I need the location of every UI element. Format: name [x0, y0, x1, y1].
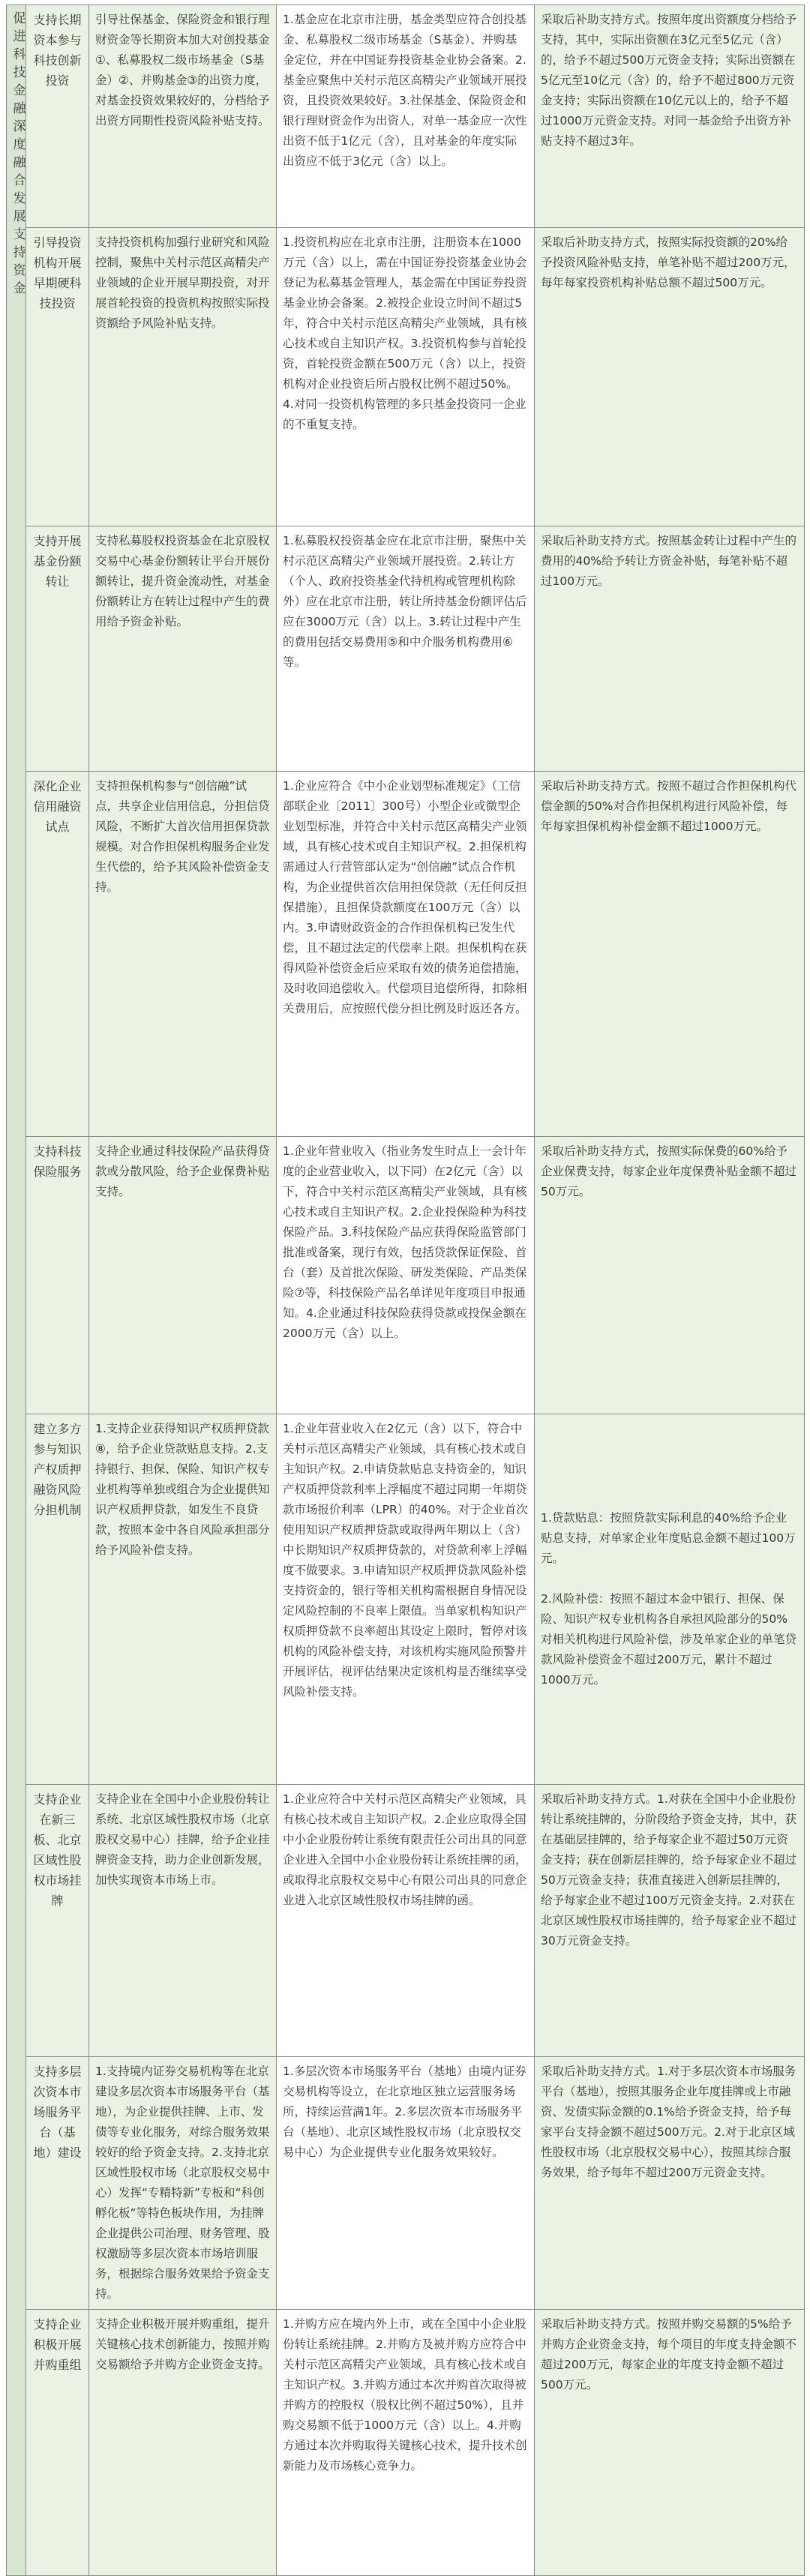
policy-conditions: 1.企业年营业收入（指业务发生时点上一会计年度的企业营业收入，以下同）在2亿元（含）以下，符合中关村示范区高精尖产业领域，具有核心技术或自主知识产权。2.企业投保险种为科技保险产品。3.科技保险产品应获得保险监管部门批准或备案，现行有效，包括贷款保证保险、首台（套）及首批次保险、研发类保险、产品类保险⑦等，科技保险产品名单详见年度项目申报通知。4.企业通过科技保险获得贷款或投保金额在2000万元（含）以上。 [277, 1137, 535, 1414]
table-row [7, 1137, 805, 1414]
method-loan-subsidy: 1.贷款贴息：按照贷款实际利息的40%给予企业贴息支持，对单家企业年度贴息金额不超过100万元。 [541, 1511, 796, 1565]
table-row [7, 772, 805, 1137]
policy-content: 支持企业通过科技保险产品获得贷款或分散风险，给予企业保费补贴支持。 [89, 1137, 277, 1414]
table-row [7, 526, 805, 772]
policy-name: 支持长期资本参与科技创新投资 [26, 5, 89, 228]
table-row [7, 1414, 805, 1785]
policy-content: 支持投资机构加强行业研究和风险控制，聚焦中关村示范区高精尖产业领域的企业开展早期投资，对开展首轮投资的投资机构按照实际投资额给予风险补贴支持。 [89, 228, 277, 526]
policy-support-method: 采取后补助支持方式，按照实际保费的60%给予企业保费支持，每家企业年度保费补贴金额不超过50万元。 [535, 1137, 805, 1414]
policy-support-method: 采取后补助支持方式。按照基金转让过程中产生的费用的40%给予转让方资金补贴，每笔补贴不超过100万元。 [535, 526, 805, 772]
policy-conditions: 1.多层次资本市场服务平台（基地）由境内证券交易机构等设立，在北京地区独立运营服务场所，持续运营满1年。2.多层次资本市场服务平台（基地）、北京区域性股权市场（北京股权交易中心）为企业提供专业化服务效果较好。 [277, 2057, 535, 2310]
policy-conditions: 1.企业年营业收入在2亿元（含）以下，符合中关村示范区高精尖产业领域，具有核心技术或自主知识产权。2.申请贷款贴息支持资金的，知识产权质押贷款利率上浮幅度不超过同期一年期贷款市场报价利率（LPR）的40%。对于企业首次使用知识产权质押贷款或取得两年期以上（含）中长期知识产权质押贷款的，对贷款利率上浮幅度不做要求。3.申请知识产权质押贷款风险补偿支持资金的，银行等相关机构需根据自身情况设定风险控制的不良率上限值。当单家机构知识产权质押贷款不良率超出其设定上限时，暂停对该机构的风险补偿支持，对该机构实施风险预警并开展评估，视评估结果决定该机构是否继续享受风险补偿支持。 [277, 1414, 535, 1785]
policy-support-method [535, 1414, 805, 1785]
policy-support-method: 采取后补助支持方式。按照并购交易额的5%给予并购方企业资金支持，每个项目的年度支持金额不超过200万元，每家企业的年度支持金额不超过500万元。 [535, 2310, 805, 2576]
table-row [7, 2310, 805, 2576]
policy-content: 支持担保机构参与“创信融”试点，共享企业信用信息，分担信贷风险，不断扩大首次信用担保贷款规模。对合作担保机构服务企业发生代偿的，给予其风险补偿资金支持。 [89, 772, 277, 1137]
policy-name: 支持多层次资本市场服务平台（基地）建设 [26, 2057, 89, 2310]
policy-name: 支持企业在新三板、北京区域性股权市场挂牌 [26, 1785, 89, 2057]
policy-name: 深化企业信用融资试点 [26, 772, 89, 1137]
policy-name: 支持开展基金份额转让 [26, 526, 89, 772]
policy-support-method: 采取后补助支持方式。按照不超过合作担保机构代偿金额的50%对合作担保机构进行风险补偿，每年每家担保机构补偿金额不超过1000万元。 [535, 772, 805, 1137]
policy-support-method: 采取后补助支持方式。按照年度出资额度分档给予支持，其中，实际出资额在3亿元至5亿元（含）的，给予不超过500万元资金支持；实际出资额在5亿元至10亿元（含）的，给予不超过800万元资金支持；实际出资额在10亿元以上的，给予不超过1000万元资金支持。对同一基金给予出资方补贴支持不超过3年。 [535, 5, 805, 228]
policy-content: 支持企业积极开展并购重组，提升关键核心技术创新能力，按照并购交易额给予并购方企业资金支持。 [89, 2310, 277, 2576]
spacer [541, 1569, 798, 1589]
table-row [7, 1785, 805, 2057]
category-cell: 促进科技金融深度融合发展支持资金 [7, 5, 26, 2576]
policy-name: 建立多方参与知识产权质押融资风险分担机制 [26, 1414, 89, 1785]
policy-support-method: 采取后补助支持方式。1.对于多层次资本市场服务平台（基地），按照其服务企业年度挂牌或上市融资、发债实际金额的0.1%给予资金支持，给予每家平台支持金额不超过500万元。2.对于北京区域性股权市场（北京股权交易中心），按照其综合服务效果，给予每年不超过200万元资金支持。 [535, 2057, 805, 2310]
policy-content: 1.支持境内证券交易机构等在北京建设多层次资本市场服务平台（基地），为企业提供挂牌、上市、发债等专业化服务，对综合服务效果较好的给予资金支持。2.支持北京区域性股权市场（北京股权交易中心）发挥“专精特新”专板和“科创孵化板”等特色板块作用，为挂牌企业提供公司治理、财务管理、股权激励等多层次资本市场培训服务，根据综合服务效果给予资金支持。 [89, 2057, 277, 2310]
policy-name: 支持企业积极开展并购重组 [26, 2310, 89, 2576]
policy-content: 1.支持企业获得知识产权质押贷款⑧，给予企业贷款贴息支持。2.支持银行、担保、保险、知识产权专业机构等单独或组合为企业提供知识产权质押贷款，如发生不良贷款，按照本金中各自风险承担部分给予风险补偿支持。 [89, 1414, 277, 1785]
policy-name: 支持科技保险服务 [26, 1137, 89, 1414]
policy-conditions: 1.企业应符合《中小企业划型标准规定》（工信部联企业〔2011〕300号）小型企业或微型企业划型标准，并符合中关村示范区高精尖产业领域，具有核心技术或自主知识产权。2.担保机构需通过人行营管部认定为“创信融”试点合作机构，为企业提供首次信用担保贷款（无任何反担保措施），且担保贷款额度在100万元（含）以内。3.申请财政资金的合作担保机构已发生代偿，且不超过法定的代偿率上限。担保机构在获得风险补偿资金后应采取有效的债务追偿措施，及时收回追偿收入。代偿项目追偿所得，扣除相关费用后，应按照代偿分担比例及时返还各方。 [277, 772, 535, 1137]
policy-conditions: 1.基金应在北京市注册，基金类型应符合创投基金、私募股权二级市场基金（S基金）、并购基金定位，并在中国证券投资基金业协会备案。2.基金应聚焦中关村示范区高精尖产业领域开展投资，且投资效果较好。3.社保基金、保险资金和银行理财资金作为出资人，对单一基金应一次性出资不低于1亿元（含），且对基金的年度实际出资应不低于3亿元（含）以上。 [277, 5, 535, 228]
policy-conditions: 1.投资机构应在北京市注册，注册资本在1000万元（含）以上，需在中国证券投资基金业协会登记为私募基金管理人，基金需在中国证券投资基金业协会备案。2.被投企业设立时间不超过5年，符合中关村示范区高精尖产业领域，具有核心技术或自主知识产权。3.投资机构参与首轮投资，首轮投资金额在500万元（含）以上，投资机构对企业投资后所占股权比例不超过50%。4.对同一投资机构管理的多只基金投资同一企业的不重复支持。 [277, 228, 535, 526]
policy-support-method: 采取后补助支持方式，按照实际投资额的20%给予投资风险补贴支持，单笔补贴不超过200万元，每年每家投资机构补贴总额不超过500万元。 [535, 228, 805, 526]
policy-content: 支持私募股权投资基金在北京股权交易中心基金份额转让平台开展份额转让，提升资金流动性，对基金份额转让方在转让过程中产生的费用给予资金补贴。 [89, 526, 277, 772]
policy-content: 支持企业在全国中小企业股份转让系统、北京区域性股权市场（北京股权交易中心）挂牌，给予企业挂牌资金支持，助力企业创新发展，加快实现资本市场上市。 [89, 1785, 277, 2057]
policy-support-method: 采取后补助支持方式。1.对获在全国中小企业股份转让系统挂牌的，分阶段给予资金支持，其中，获在基础层挂牌的，给予每家企业不超过50万元资金支持；获在创新层挂牌的，给予每家企业不超过50万元资金支持；获准直接进入创新层挂牌的，给予每家企业不超过100万元资金支持。2.对获在北京区域性股权市场挂牌的，给予每家企业不超过30万元资金支持。 [535, 1785, 805, 2057]
table-row [7, 228, 805, 526]
policy-content: 引导社保基金、保险资金和银行理财资金等长期资本加大对创投基金①、私募股权二级市场基金（S基金）②、并购基金③的出资力度，对基金投资效果较好的，分档给予出资方同期性投资风险补贴支持。 [89, 5, 277, 228]
table-row [7, 2057, 805, 2310]
policy-conditions: 1.并购方应在境内外上市，或在全国中小企业股份转让系统挂牌。2.并购方及被并购方应符合中关村示范区高精尖产业领域，具有核心技术或自主知识产权。3.并购方通过本次并购首次取得被并购方的控股权（股权比例不超过50%），且并购交易额不低于1000万元（含）以上。4.并购方通过本次并购取得关键核心技术，提升技术创新能力及市场核心竞争力。 [277, 2310, 535, 2576]
policy-name: 引导投资机构开展早期硬科技投资 [26, 228, 89, 526]
policy-conditions: 1.私募股权投资基金应在北京市注册，聚焦中关村示范区高精尖产业领域开展投资。2.转让方（个人、政府投资基金代持机构或管理机构除外）应在北京市注册，转让所持基金份额评估后应在3000万元（含）以上。3.转让过程中产生的费用包括交易费用⑤和中介服务机构费用⑥等。 [277, 526, 535, 772]
method-risk-compensation: 2.风险补偿：按照不超过本金中银行、担保、保险、知识产权专业机构各自承担风险部分的50%对相关机构进行风险补偿，涉及单家企业的单笔贷款风险补偿资金不超过200万元，累计不超过1000万元。 [541, 1592, 797, 1687]
policy-table [6, 4, 805, 2576]
policy-conditions: 1.企业应符合中关村示范区高精尖产业领域，具有核心技术或自主知识产权。2.企业应取得全国中小企业股份转让系统有限责任公司出具的同意企业进入全国中小企业股份转让系统挂牌的函，或取得北京股权交易中心有限公司出具的同意企业进入北京区域性股权市场挂牌的函。 [277, 1785, 535, 2057]
table-row [7, 5, 805, 228]
